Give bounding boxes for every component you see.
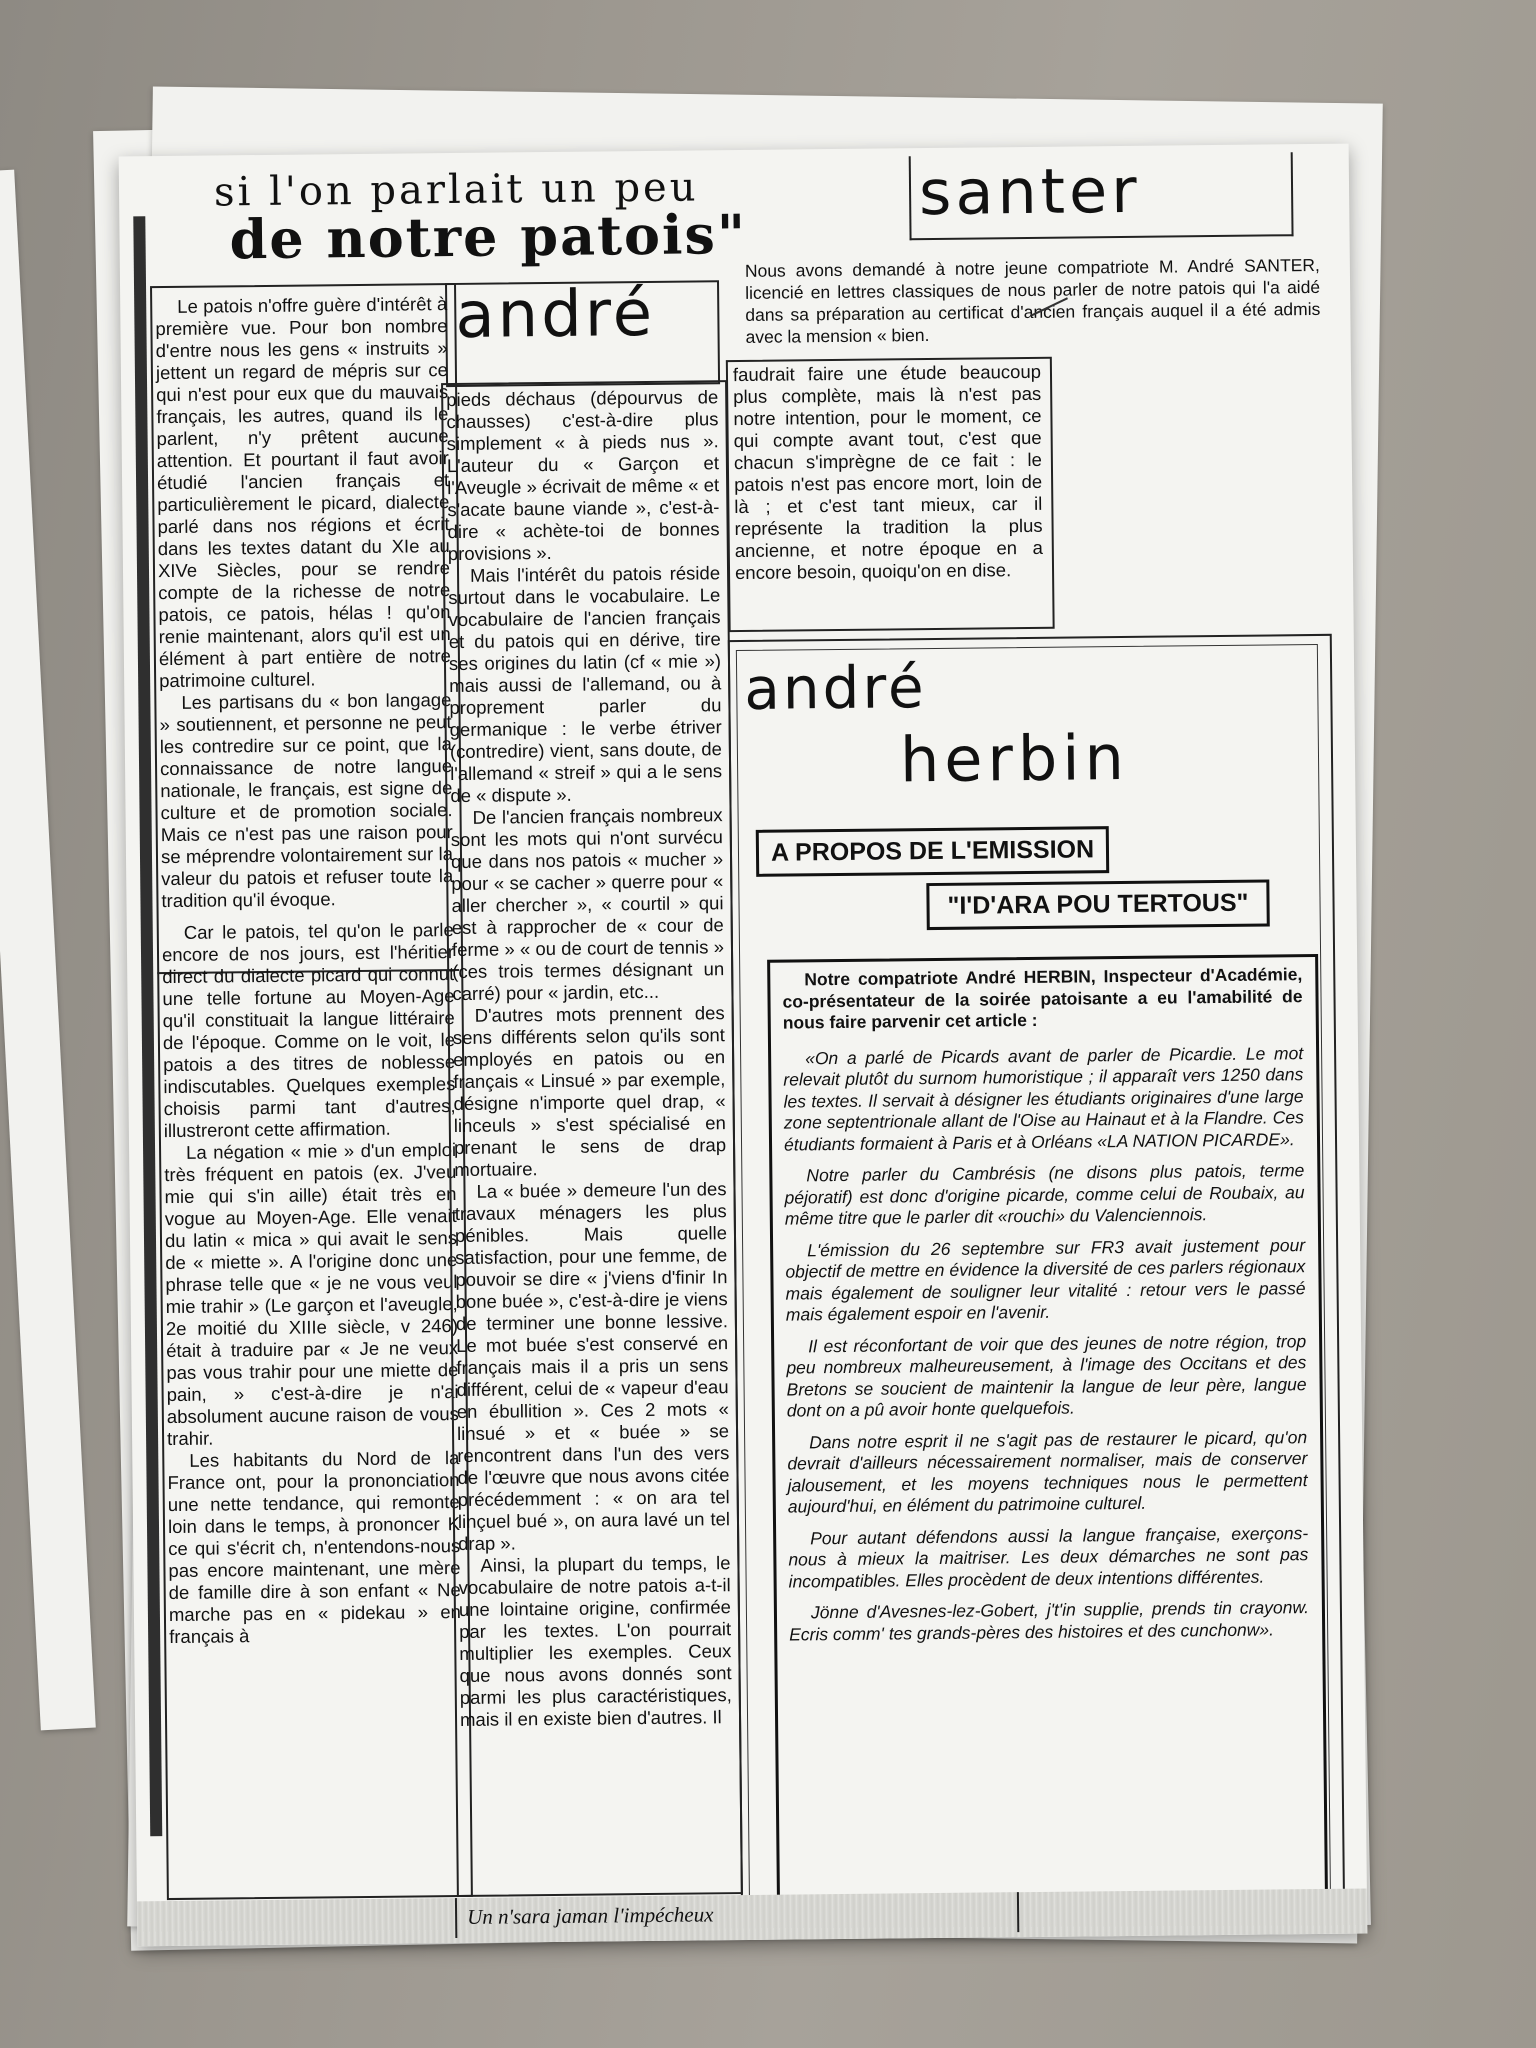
column-2: [446, 386, 732, 1731]
column-2-paragraph: De l'ancien français nombreux sont les mots qui n'ont survécu que dans nos patois « mucher » pour « se cacher » querre pour « aller chercher », « courtil » qui est à rapprocher de « cour de ferme » « ou de court de tennis » (ces trois termes désignant un carré) pour « jardin, etc...: [450, 804, 725, 1005]
author-firstname-andre: andré: [454, 276, 656, 353]
herbin-paragraph: Pour autant défendons aussi la langue française, exerçons-nous à mieux la maitriser. Les deux démarches ne sont pas incompatibles. Elles procèdent de deux intentions différentes.: [788, 1522, 1309, 1592]
column-1-paragraph: Car le patois, tel qu'on le parle encore de nos jours, est l'héritier direct du dialecte picard qui connut une telle fortune au Moyen-Age qu'il constituait la langue littéraire de l'époque. Comme on le voit, le patois a des titres de noblesse indiscutables. Quelques exemples choisis parmi tant d'autres, illustreront cette affirmation.: [161, 919, 456, 1142]
column-2-paragraph: Ainsi, la plupart du temps, le vocabulaire de notre patois a-t-il une lointaine origine, confirmée par les textes. L'on pourrait multiplier les exemples. Ceux que nous avons donnés sont parmi les plus caractéristiques, mais il en existe bien d'autres. Il: [458, 1552, 732, 1730]
headline-line-1: si l'on parlait un peu: [213, 164, 699, 216]
left-paper-edge: [0, 170, 96, 1731]
herbin-paragraph: «On a parlé de Picards avant de parler de Picardie. Le mot relevait plutôt du surnom humoristique ; il apparaît vers 1250 dans les textes. Il servait à désigner les étudiants originaires d'une large zone septentrionale allant de l'Oise au Hainaut et à la Flandre. Ces étudiants formaient à Paris et à Orléans «LA NATION PICARDE».: [783, 1042, 1304, 1155]
column-2-paragraph: La « buée » demeure l'un des travaux ménagers les plus pénibles. Mais quelle satisfaction, pour une femme, de pouvoir se dire « j'viens d'finir In bone buée », c'est-à-dire je viens de terminer une bonne lessive. Le mot buée s'est conservé en français mais il a pris un sens différent, celui de « vapeur d'eau en ébullition ». Ces 2 mots « linsué » et « buée » se rencontrent dans l'un des vers de l'œuvre que nous avons citée précédemment : « on ara tel linçuel bué », on aura lavé un tel drap ».: [454, 1178, 731, 1555]
headline-line-2: de notre patois": [229, 201, 748, 272]
newspaper-clipping-sheet: [119, 144, 1368, 1947]
column-1-paragraph: Les partisans du « bon langage » soutiennent, et personne ne peut les contredire sur ce point, que la connaissance de notre langue nationale, le français, est signe de culture et de promotion sociale. Mais ce n'est pas une raison pour se méprendre volontairement sur la valeur du patois et refuser toute la tradition qu'il évoque.: [159, 689, 454, 912]
footer-divider: [455, 1898, 457, 1938]
column-1-paragraph: Le patois n'offre guère d'intérêt à première vue. Pour bon nombre d'entre nous les gens « instruits » jettent un regard de mépris sur ce qui n'est pour eux que du mauvais français, les autres, quand ils le parlent, n'y prêtent aucune attention. Et pourtant il faut avoir étudié l'ancien français et particulièrement le picard, dialecte parlé dans nos régions et écrit dans les textes datant du XIe au XIVe Siècles, pour se rendre compte de la richesse de notre patois, ce patois, hélas ! qu'on renie maintenant, alors qu'il est un élément à part entière de notre patrimoine culturel.: [155, 293, 452, 692]
column-1-paragraph: La négation « mie » d'un emploi très fréquent en patois (ex. J'veu mie qui s'in aille) était très en vogue au Moyen-Age. Elle venait du latin « mica » qui avait le sens de « miette ». A l'origine donc une phrase telle que « je ne vous veul mie trahir » (Le garçon et l'aveugle, 2e moitié du XIIIe siècle, v 246) était à traduire par « Je ne veux pas vous trahir pour une miette de pain, » c'est-à-dire je n'ai absolument aucune raison de vous trahir.: [164, 1139, 459, 1450]
emission-heading: A PROPOS DE L'EMISSION: [756, 826, 1110, 877]
author-surname-santer: santer: [918, 153, 1142, 230]
column-2-paragraph: pieds déchaus (dépourvus de chausses) c'est-à-dire plus simplement « à pieds nus ». L'auteur du « Garçon et l'Aveugle » écrivait de même « et s'acate baune viande », c'est-à-dire « achète-toi de bonnes provisions ».: [446, 386, 720, 565]
article-intro: Nous avons demandé à notre jeune compatriote M. André SANTER, licencié en lettres classiques de nous parler de notre patois qui l'a aidé dans sa préparation au certificat d'ancien français auquel il a été admis avec la mension « bien.: [744, 254, 1321, 347]
herbin-article-text: [782, 964, 1309, 1655]
footer-caption: Un n'sara jaman l'impécheux: [466, 1902, 714, 1929]
column-1: [155, 293, 461, 1648]
herbin-paragraph: L'émission du 26 septembre sur FR3 avait justement pour objectif de mettre en évidence la diversité de ces parlers régionaux mais également de souligner leur vitalité : retour vers le passé mais également espoir en l'avenir.: [785, 1234, 1306, 1325]
column-1-paragraph: Les habitants du Nord de la France ont, pour la prononciation une nette tendance, qui remonte loin dans le temps, à prononcer K ce qui s'écrit ch, n'entendons-nous pas encore maintenant, une mère de famille dire à son enfant « Ne marche pas en « pidekau » en français à: [167, 1446, 462, 1648]
herbin-surname: herbin: [899, 720, 1130, 797]
emission-title: "I'D'ARA POU TERTOUS": [926, 879, 1269, 930]
herbin-firstname: andré: [743, 653, 927, 723]
footer-divider: [1017, 1892, 1019, 1932]
herbin-lead: Notre compatriote André HERBIN, Inspecteur d'Académie, co-présentateur de la soirée patoisante a eu l'amabilité de nous faire parvenir cet article :: [782, 964, 1303, 1033]
column-2-paragraph: Mais l'intérêt du patois réside surtout dans le vocabulaire. Le vocabulaire de l'ancien français et du patois qui en dérive, tire ses origines du latin (cf « mie ») mais aussi de l'allemand, ou à proprement parler du germanique : le verbe étriver (contredire) vient, sans doute, de l'allemand « streif » qui a le sens de « dispute ».: [448, 562, 723, 807]
column-3-paragraph: faudrait faire une étude beaucoup plus complète, mais là n'est pas notre intention, pour le moment, ce qui compte avant tout, c'est que chacun s'imprègne de ce fait : le patois n'est pas encore mort, loin de là ; et c'est tant mieux, car il représente la tradition la plus ancienne, et notre époque en a encore besoin, quoiqu'on en dise.: [732, 360, 1043, 584]
column-3: [733, 361, 1043, 584]
herbin-paragraph: Jönne d'Avesnes-lez-Gobert, j't'in supplie, prends tin crayonw. Ecris comm' tes grands-pères des histoires et des cunchonw».: [789, 1597, 1310, 1645]
herbin-paragraph: Notre parler du Cambrésis (ne disons plus patois, terme péjoratif) est donc d'origine picarde, comme celui de Roubaix, au même titre que le parler dit «rouchi» du Valenciennois.: [784, 1160, 1305, 1229]
herbin-paragraph: Dans notre esprit il ne s'agit pas de restaurer le picard, qu'on devrait d'ailleurs nécessairement normaliser, mais de conserver jalousement, et les moyens techniques nous le permettent aujourd'hui, en élément du patrimoine culturel.: [787, 1426, 1308, 1517]
herbin-paragraph: Il est réconfortant de voir que des jeunes de notre région, trop peu nombreux malheureusement, à l'image des Occitans et des Bretons se soucient de maintenir la langue de leur père, langue dont on a pû avoir honte quelquefois.: [786, 1330, 1307, 1421]
column-2-paragraph: D'autres mots prennent des sens différents selon qu'ils sont employés en patois ou en français « Linsué » par exemple, désigne n'importe quel drap, « linceuls » s'est spécialisé en prenant le sens de drap mortuaire.: [452, 1002, 727, 1181]
